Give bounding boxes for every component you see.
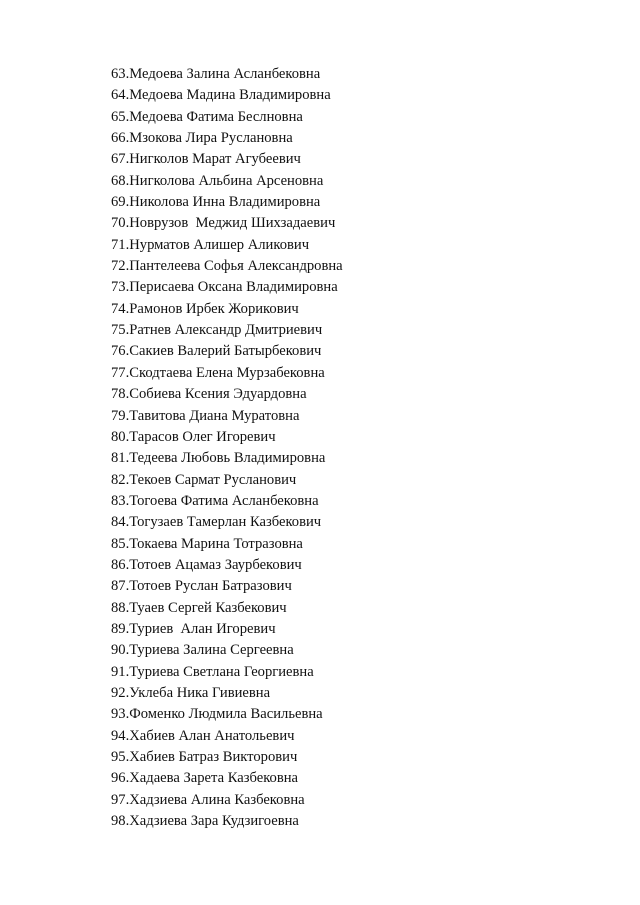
item-full-name: Нигколова Альбина Арсеновна	[129, 172, 324, 189]
item-full-name: Хабиев Батраз Викторович	[129, 749, 298, 765]
item-full-name: Тогузаев Тамерлан Казбекович	[129, 514, 322, 531]
item-number: 68	[111, 172, 126, 189]
list-item: 65.Медоева Фатима Беслновна	[111, 108, 303, 125]
item-number: 81	[111, 450, 126, 467]
item-number: 84	[111, 514, 126, 531]
item-number: 94	[111, 727, 126, 744]
item-number: 74	[111, 300, 126, 317]
list-item: 67.Нигколов Марат Агубеевич	[111, 151, 301, 168]
list-item: 83.Тогоева Фатима Асланбековна	[111, 492, 319, 509]
item-number: 69	[111, 194, 126, 211]
item-full-name: Тотоев Руслан Батразович	[129, 578, 292, 595]
item-number: 96	[111, 770, 126, 787]
item-number: 66	[111, 130, 126, 147]
item-full-name: Уклеба Ника Гивиевна	[129, 684, 271, 701]
item-full-name: Собиева Ксения Эдуардовна	[129, 386, 307, 403]
list-item: 96.Хадаева Зарета Казбековна	[111, 770, 299, 787]
item-full-name: Хадзиева Зара Кудзигоевна	[129, 813, 299, 830]
list-item: 90.Туриева Залина Сергеевна	[111, 642, 294, 659]
item-full-name: Медоева Залина Асланбековна	[129, 66, 321, 82]
item-full-name: Перисаева Оксана Владимировна	[129, 279, 338, 296]
list-item: 70.Новрузов Меджид Шихзадаевич	[111, 215, 336, 232]
item-number: 91	[111, 663, 126, 680]
list-item: 80.Тарасов Олег Игоревич	[111, 428, 276, 445]
item-number: 80	[111, 428, 126, 445]
list-item: 87.Тотоев Руслан Батразович	[111, 578, 292, 595]
item-number: 86	[111, 556, 126, 573]
item-number: 75	[111, 322, 126, 339]
list-item: 73.Перисаева Оксана Владимировна	[111, 279, 338, 296]
item-number: 78	[111, 386, 126, 403]
item-full-name: Хабиев Алан Анатольевич	[129, 727, 295, 744]
item-full-name: Медоева Мадина Владимировна	[129, 87, 331, 104]
item-number: 89	[111, 620, 126, 637]
list-item: 74.Рамонов Ирбек Жорикович	[111, 300, 299, 317]
item-full-name: Тарасов Олег Игоревич	[129, 428, 276, 445]
item-full-name: Туриева Светлана Георгиевна	[129, 663, 314, 680]
item-number: 64	[111, 87, 126, 104]
list-item: 97.Хадзиева Алина Казбековна	[111, 791, 305, 808]
list-item: 64.Медоева Мадина Владимировна	[111, 87, 331, 104]
item-number: 79	[111, 407, 126, 424]
item-number: 90	[111, 642, 126, 659]
item-number: 95	[111, 749, 126, 765]
list-item: 81.Тедеева Любовь Владимировна	[111, 450, 326, 467]
item-number: 98	[111, 813, 126, 830]
list-item: 88.Туаев Сергей Казбекович	[111, 599, 287, 616]
item-full-name: Токаева Марина Тотразовна	[129, 535, 303, 552]
item-number: 82	[111, 471, 126, 488]
list-item: 76.Сакиев Валерий Батырбекович	[111, 343, 322, 360]
item-full-name: Николова Инна Владимировна	[129, 194, 321, 211]
list-item: 77.Скодтаева Елена Мурзабековна	[111, 364, 325, 381]
item-full-name: Фоменко Людмила Васильевна	[129, 706, 323, 723]
item-number: 93	[111, 706, 126, 723]
item-number: 77	[111, 364, 126, 381]
item-full-name: Нигколов Марат Агубеевич	[129, 151, 301, 168]
item-full-name: Туаев Сергей Казбекович	[129, 599, 287, 616]
item-number: 71	[111, 236, 126, 253]
list-item: 68.Нигколова Альбина Арсеновна	[111, 172, 324, 189]
list-item: 94.Хабиев Алан Анатольевич	[111, 727, 295, 744]
item-full-name: Текоев Сармат Русланович	[129, 471, 297, 488]
list-item: 75.Ратнев Александр Дмитриевич	[111, 322, 323, 339]
item-full-name: Медоева Фатима Беслновна	[129, 108, 303, 125]
item-number: 67	[111, 151, 126, 168]
item-number: 63	[111, 66, 126, 82]
list-item: 85.Токаева Марина Тотразовна	[111, 535, 303, 552]
list-item: 92.Уклеба Ника Гивиевна	[111, 684, 271, 701]
item-full-name: Хадаева Зарета Казбековна	[129, 770, 299, 787]
item-full-name: Рамонов Ирбек Жорикович	[129, 300, 299, 317]
list-item: 79.Тавитова Диана Муратовна	[111, 407, 300, 424]
list-item: 63.Медоева Залина Асланбековна	[111, 66, 321, 82]
list-item: 69.Николова Инна Владимировна	[111, 194, 321, 211]
item-full-name: Хадзиева Алина Казбековна	[129, 791, 305, 808]
list-item: 66.Мзокова Лира Руслановна	[111, 130, 293, 147]
item-full-name: Тотоев Ацамаз Заурбекович	[129, 556, 302, 573]
list-item: 91.Туриева Светлана Георгиевна	[111, 663, 314, 680]
item-number: 76	[111, 343, 126, 360]
list-item: 98.Хадзиева Зара Кудзигоевна	[111, 813, 299, 830]
item-full-name: Туриева Залина Сергеевна	[129, 642, 294, 659]
item-number: 92	[111, 684, 126, 701]
item-full-name: Пантелеева Софья Александровна	[129, 258, 343, 275]
list-item: 84.Тогузаев Тамерлан Казбекович	[111, 514, 322, 531]
item-number: 83	[111, 492, 126, 509]
item-number: 85	[111, 535, 126, 552]
item-number: 87	[111, 578, 126, 595]
item-number: 72	[111, 258, 126, 275]
item-number: 70	[111, 215, 126, 232]
list-item: 72.Пантелеева Софья Александровна	[111, 258, 343, 275]
list-item: 86.Тотоев Ацамаз Заурбекович	[111, 556, 302, 573]
item-number: 73	[111, 279, 126, 296]
item-full-name: Тавитова Диана Муратовна	[129, 407, 300, 424]
item-number: 88	[111, 599, 126, 616]
name-list	[111, 64, 343, 832]
item-full-name: Новрузов Меджид Шихзадаевич	[129, 215, 336, 232]
item-full-name: Нурматов Алишер Аликович	[129, 236, 310, 253]
item-full-name: Скодтаева Елена Мурзабековна	[129, 364, 325, 381]
item-full-name: Тогоева Фатима Асланбековна	[129, 492, 319, 509]
item-full-name: Сакиев Валерий Батырбекович	[129, 343, 322, 360]
list-item: 71.Нурматов Алишер Аликович	[111, 236, 310, 253]
item-number: 97	[111, 791, 126, 808]
item-full-name: Ратнев Александр Дмитриевич	[129, 322, 323, 339]
list-item: 95.Хабиев Батраз Викторович	[111, 749, 298, 765]
list-item: 93.Фоменко Людмила Васильевна	[111, 706, 323, 723]
list-item: 82.Текоев Сармат Русланович	[111, 471, 297, 488]
list-item: 89.Туриев Алан Игоревич	[111, 620, 276, 637]
list-item: 78.Собиева Ксения Эдуардовна	[111, 386, 307, 403]
item-full-name: Тедеева Любовь Владимировна	[129, 450, 326, 467]
item-full-name: Мзокова Лира Руслановна	[129, 130, 293, 147]
item-number: 65	[111, 108, 126, 125]
item-full-name: Туриев Алан Игоревич	[129, 620, 276, 637]
